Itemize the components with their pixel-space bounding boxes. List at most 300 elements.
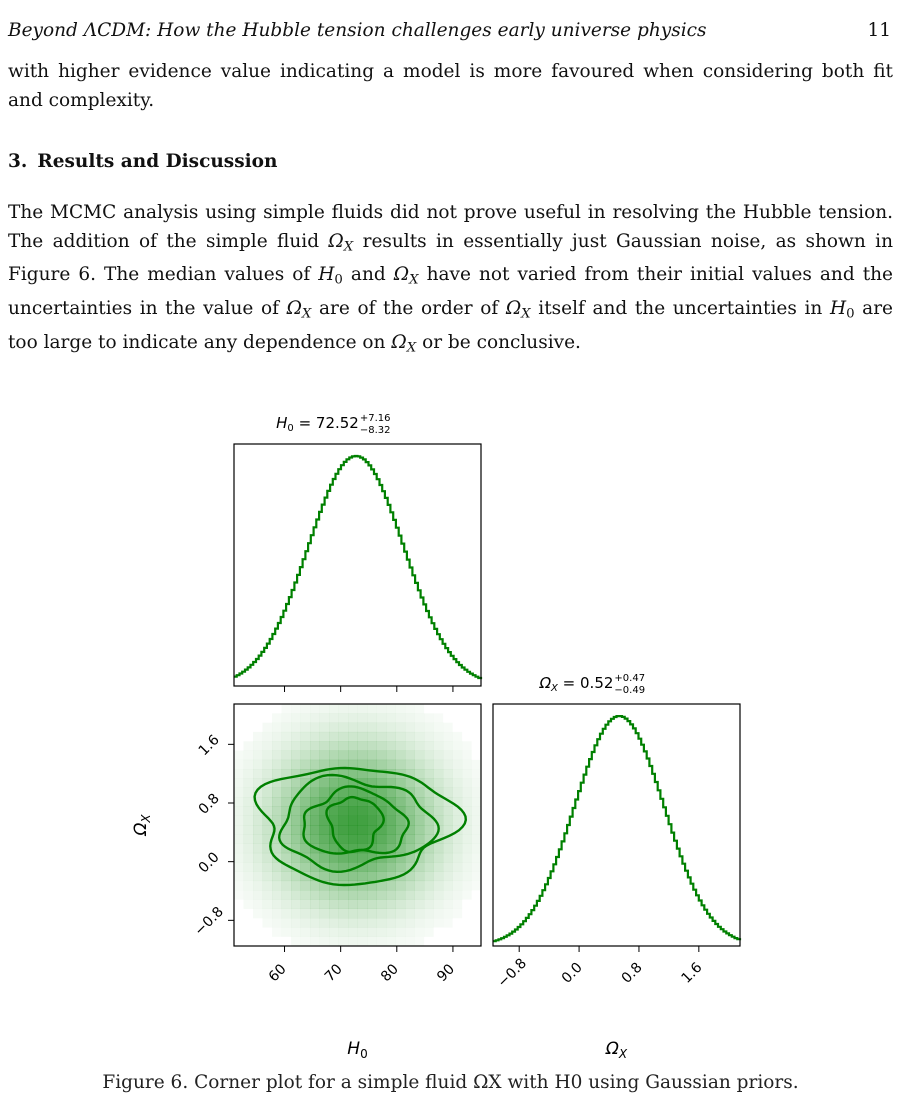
- joint-bin: [329, 704, 339, 714]
- joint-bin: [234, 862, 244, 872]
- joint-bin: [244, 844, 254, 854]
- joint-bin: [358, 704, 368, 714]
- joint-bin: [291, 834, 301, 844]
- joint-bin: [339, 825, 349, 835]
- joint-bin: [282, 741, 292, 751]
- joint-bin: [339, 918, 349, 928]
- joint-bin: [348, 723, 358, 733]
- joint-bin: [472, 806, 482, 816]
- text-run: The MCMC analysis using simple fluids did not prove useful in resolving the Hubble tension. The addition of the simple fluid: [8, 202, 893, 252]
- joint-bin: [386, 909, 396, 919]
- joint-bin: [244, 862, 254, 872]
- joint-bin: [396, 937, 406, 947]
- joint-bin: [377, 862, 387, 872]
- joint-bin: [301, 704, 311, 714]
- joint-bin: [291, 918, 301, 928]
- joint-bin: [405, 937, 415, 947]
- joint-bin: [291, 760, 301, 770]
- joint-bin: [244, 872, 254, 882]
- joint-bin: [396, 797, 406, 807]
- joint-bin: [282, 713, 292, 723]
- joint-bin: [453, 853, 463, 863]
- omega-x-tick-label: −0.8: [494, 955, 531, 991]
- joint-bin: [358, 890, 368, 900]
- joint-bin: [443, 890, 453, 900]
- joint-bin: [453, 816, 463, 826]
- joint-bin: [301, 927, 311, 937]
- joint-bin: [434, 872, 444, 882]
- joint-bin: [310, 788, 320, 798]
- joint-bin: [339, 741, 349, 751]
- joint-bin: [320, 853, 330, 863]
- joint-bin: [472, 769, 482, 779]
- omega-symbol: $\Omega_X$: [328, 230, 354, 254]
- joint-bin: [386, 825, 396, 835]
- joint-bin: [244, 834, 254, 844]
- joint-bin: [358, 853, 368, 863]
- joint-bin: [424, 853, 434, 863]
- text-run: itself and the uncertainties in: [530, 298, 830, 320]
- joint-bin: [320, 732, 330, 742]
- joint-bin: [443, 909, 453, 919]
- joint-bin: [396, 890, 406, 900]
- figure-caption: Figure 6. Corner plot for a simple fluid ΩX with H0 using Gaussian priors.: [102, 1072, 799, 1093]
- joint-bin: [329, 741, 339, 751]
- joint-bin: [348, 937, 358, 947]
- joint-bin: [272, 797, 282, 807]
- joint-bin: [358, 723, 368, 733]
- joint-bin: [348, 853, 358, 863]
- joint-bin: [415, 937, 425, 947]
- joint-bin: [234, 797, 244, 807]
- joint-bin: [424, 909, 434, 919]
- joint-bin: [396, 927, 406, 937]
- section-heading: [8, 151, 277, 172]
- joint-bin: [462, 760, 472, 770]
- joint-bin: [310, 704, 320, 714]
- joint-bin: [453, 881, 463, 891]
- joint-bin: [244, 816, 254, 826]
- joint-bin: [310, 890, 320, 900]
- joint-bin: [358, 918, 368, 928]
- joint-bin: [253, 862, 263, 872]
- joint-bin: [396, 741, 406, 751]
- joint-bin: [443, 751, 453, 761]
- joint-bin: [348, 899, 358, 909]
- joint-bin: [386, 899, 396, 909]
- joint-bin: [367, 862, 377, 872]
- joint-bin: [244, 769, 254, 779]
- text-run: or be conclusive.: [416, 331, 581, 353]
- joint-bin: [301, 909, 311, 919]
- omega-x-tick-label: 1.6: [678, 959, 706, 987]
- joint-bin: [377, 760, 387, 770]
- joint-bin: [244, 890, 254, 900]
- joint-bin: [405, 778, 415, 788]
- joint-bin: [367, 872, 377, 882]
- joint-bin: [396, 816, 406, 826]
- joint-bin: [234, 890, 244, 900]
- joint-bin: [310, 881, 320, 891]
- joint-bin: [443, 825, 453, 835]
- joint-bin: [282, 872, 292, 882]
- joint-bin: [405, 760, 415, 770]
- joint-bin: [291, 927, 301, 937]
- joint-bin: [386, 751, 396, 761]
- joint-bin: [339, 909, 349, 919]
- joint-bin: [282, 760, 292, 770]
- joint-bin: [434, 760, 444, 770]
- joint-bin: [282, 899, 292, 909]
- joint-bin: [358, 713, 368, 723]
- joint-bin: [434, 881, 444, 891]
- joint-bin: [348, 834, 358, 844]
- joint-bin: [348, 732, 358, 742]
- h0-x-tick-label: 70: [321, 961, 346, 986]
- joint-bin: [472, 788, 482, 798]
- joint-bin: [348, 788, 358, 798]
- joint-bin: [348, 825, 358, 835]
- joint-bin: [367, 713, 377, 723]
- joint-bin: [253, 825, 263, 835]
- joint-bin: [263, 769, 273, 779]
- joint-bin: [443, 741, 453, 751]
- joint-bin: [358, 834, 368, 844]
- joint-bin: [244, 760, 254, 770]
- joint-bin: [282, 723, 292, 733]
- joint-bin: [462, 788, 472, 798]
- omega-title: $\Omega_X = 0.52$: [539, 674, 614, 694]
- joint-bin: [396, 899, 406, 909]
- joint-bin: [434, 778, 444, 788]
- joint-bin: [358, 825, 368, 835]
- joint-bin: [434, 713, 444, 723]
- joint-bin: [272, 760, 282, 770]
- joint-bin: [358, 741, 368, 751]
- joint-bin: [443, 872, 453, 882]
- joint-bin: [320, 909, 330, 919]
- section-number: 3.: [8, 151, 28, 172]
- joint-bin: [263, 797, 273, 807]
- joint-bin: [472, 825, 482, 835]
- joint-bin: [434, 890, 444, 900]
- joint-bin: [377, 751, 387, 761]
- joint-bin: [405, 918, 415, 928]
- joint-bin: [282, 918, 292, 928]
- joint-bin: [405, 732, 415, 742]
- joint-bin: [434, 751, 444, 761]
- joint-bin: [405, 834, 415, 844]
- joint-bin: [443, 862, 453, 872]
- joint-bin: [367, 918, 377, 928]
- joint-bin: [301, 751, 311, 761]
- joint-bin: [367, 741, 377, 751]
- joint-bin: [434, 741, 444, 751]
- joint-bin: [472, 881, 482, 891]
- joint-bin: [462, 834, 472, 844]
- joint-bin: [310, 816, 320, 826]
- joint-bin: [424, 760, 434, 770]
- joint-bin: [386, 760, 396, 770]
- joint-bin: [263, 872, 273, 882]
- joint-bin: [424, 797, 434, 807]
- joint-bin: [367, 732, 377, 742]
- joint-bin: [453, 899, 463, 909]
- joint-bin: [415, 899, 425, 909]
- joint-bin: [320, 778, 330, 788]
- joint-bin: [320, 788, 330, 798]
- joint-bin: [415, 741, 425, 751]
- joint-bin: [415, 918, 425, 928]
- joint-bin: [443, 769, 453, 779]
- joint-bin: [301, 732, 311, 742]
- joint-bin: [367, 890, 377, 900]
- joint-bin: [453, 909, 463, 919]
- joint-bin: [263, 862, 273, 872]
- joint-bin: [348, 890, 358, 900]
- joint-bin: [320, 890, 330, 900]
- page-number: 11: [867, 20, 891, 41]
- joint-bin: [415, 927, 425, 937]
- joint-bin: [443, 788, 453, 798]
- joint-bin: [377, 890, 387, 900]
- joint-bin: [377, 704, 387, 714]
- joint-bin: [253, 816, 263, 826]
- joint-bin: [244, 788, 254, 798]
- joint-bin: [263, 741, 273, 751]
- joint-bin: [405, 881, 415, 891]
- joint-bin: [301, 797, 311, 807]
- joint-bin: [272, 732, 282, 742]
- joint-bin: [472, 862, 482, 872]
- joint-bin: [462, 769, 472, 779]
- joint-bin: [320, 760, 330, 770]
- joint-bin: [263, 890, 273, 900]
- joint-bin: [339, 872, 349, 882]
- joint-bin: [415, 769, 425, 779]
- joint-bin: [320, 723, 330, 733]
- joint-bin: [396, 751, 406, 761]
- joint-bin: [348, 872, 358, 882]
- omega-x-axis-label: $\Omega_X$: [605, 1039, 628, 1061]
- joint-bin: [405, 909, 415, 919]
- joint-bin: [339, 927, 349, 937]
- joint-bin: [339, 937, 349, 947]
- joint-bin: [424, 872, 434, 882]
- joint-bin: [329, 806, 339, 816]
- joint-bin: [272, 918, 282, 928]
- joint-bin: [320, 927, 330, 937]
- joint-bin: [234, 806, 244, 816]
- joint-bin: [320, 937, 330, 947]
- joint-bin: [443, 844, 453, 854]
- joint-bin: [386, 927, 396, 937]
- joint-bin: [301, 890, 311, 900]
- joint-bin: [377, 732, 387, 742]
- joint-bin: [234, 834, 244, 844]
- joint-bin: [244, 797, 254, 807]
- joint-bin: [462, 890, 472, 900]
- joint-bin: [415, 834, 425, 844]
- joint-bin: [443, 881, 453, 891]
- joint-bin: [396, 704, 406, 714]
- joint-bin: [310, 760, 320, 770]
- running-title: Beyond ΛCDM: How the Hubble tension challenges early universe physics: [8, 20, 707, 41]
- joint-bin: [291, 732, 301, 742]
- joint-bin: [415, 713, 425, 723]
- h0-title: $H_0 = 72.52$: [276, 414, 359, 434]
- joint-bin: [396, 760, 406, 770]
- joint-bin: [462, 797, 472, 807]
- joint-bin: [367, 899, 377, 909]
- joint-bin: [453, 788, 463, 798]
- text-run: have not varied from their initial values and the uncertainties in the value of: [8, 264, 893, 320]
- joint-bin: [443, 899, 453, 909]
- joint-bin: [367, 723, 377, 733]
- joint-bin: [472, 844, 482, 854]
- joint-bin: [415, 760, 425, 770]
- joint-bin: [424, 732, 434, 742]
- joint-bin: [291, 909, 301, 919]
- joint-bin: [234, 881, 244, 891]
- joint-bin: [253, 834, 263, 844]
- joint-bin: [301, 723, 311, 733]
- joint-bin: [272, 872, 282, 882]
- joint-bin: [244, 853, 254, 863]
- joint-bin: [253, 760, 263, 770]
- joint-bin: [348, 927, 358, 937]
- joint-bin: [443, 760, 453, 770]
- joint-bin: [367, 760, 377, 770]
- joint-bin: [472, 778, 482, 788]
- joint-bin: [253, 853, 263, 863]
- joint-bin: [386, 918, 396, 928]
- joint-bin: [386, 937, 396, 947]
- joint-bin: [415, 825, 425, 835]
- joint-bin: [272, 844, 282, 854]
- joint-bin: [234, 778, 244, 788]
- joint-bin: [377, 723, 387, 733]
- omega-title-err-plus: +0.47: [614, 673, 646, 684]
- joint-bin: [291, 890, 301, 900]
- joint-bin: [234, 825, 244, 835]
- joint-bin: [396, 723, 406, 733]
- joint-bin: [472, 816, 482, 826]
- joint-bin: [272, 723, 282, 733]
- joint-bin: [367, 806, 377, 816]
- joint-bin: [386, 704, 396, 714]
- joint-bin: [310, 741, 320, 751]
- joint-bin: [272, 890, 282, 900]
- joint-bin: [405, 704, 415, 714]
- joint-bin: [272, 899, 282, 909]
- joint-bin: [453, 778, 463, 788]
- text-run: and: [342, 264, 394, 286]
- joint-bin: [320, 751, 330, 761]
- joint-bin: [377, 834, 387, 844]
- joint-bin: [472, 853, 482, 863]
- joint-bin: [282, 890, 292, 900]
- joint-bin: [301, 862, 311, 872]
- joint-bin: [253, 881, 263, 891]
- joint-bin: [405, 806, 415, 816]
- joint-bin: [291, 723, 301, 733]
- joint-bin: [386, 816, 396, 826]
- joint-bin: [291, 704, 301, 714]
- joint-bin: [358, 806, 368, 816]
- omega-title-err-minus: −0.49: [614, 685, 646, 696]
- joint-bin: [386, 881, 396, 891]
- joint-bin: [386, 713, 396, 723]
- joint-bin: [434, 806, 444, 816]
- joint-bin: [320, 704, 330, 714]
- joint-bin: [291, 881, 301, 891]
- joint-bin: [310, 751, 320, 761]
- joint-bin: [348, 909, 358, 919]
- joint-bin: [358, 927, 368, 937]
- joint-bin: [358, 937, 368, 947]
- joint-bin: [310, 723, 320, 733]
- joint-bin: [348, 918, 358, 928]
- joint-bin: [301, 899, 311, 909]
- joint-bin: [339, 816, 349, 826]
- joint-bin: [462, 741, 472, 751]
- joint-bin: [415, 723, 425, 733]
- joint-bin: [310, 909, 320, 919]
- joint-bin: [339, 723, 349, 733]
- joint-bin: [434, 723, 444, 733]
- joint-bin: [358, 816, 368, 826]
- joint-bin: [453, 769, 463, 779]
- joint-bin: [320, 834, 330, 844]
- joint-bin: [339, 704, 349, 714]
- joint-bin: [263, 881, 273, 891]
- joint-bin: [244, 825, 254, 835]
- joint-bin: [329, 890, 339, 900]
- joint-bin: [282, 834, 292, 844]
- joint-bin: [434, 844, 444, 854]
- joint-bin: [348, 751, 358, 761]
- joint-bin: [424, 825, 434, 835]
- joint-bin: [329, 723, 339, 733]
- joint-bin: [424, 723, 434, 733]
- joint-bin: [234, 816, 244, 826]
- joint-bin: [263, 853, 273, 863]
- joint-bin: [244, 741, 254, 751]
- joint-bin: [244, 806, 254, 816]
- joint-bin: [386, 862, 396, 872]
- joint-bin: [253, 890, 263, 900]
- h0-symbol: $H_0$: [829, 298, 855, 322]
- joint-bin: [472, 797, 482, 807]
- joint-bin: [453, 862, 463, 872]
- joint-bin: [386, 890, 396, 900]
- omega-symbol: $\Omega_X$: [286, 298, 312, 322]
- joint-bin: [358, 732, 368, 742]
- joint-bin: [244, 881, 254, 891]
- joint-bin: [415, 704, 425, 714]
- joint-bin: [291, 741, 301, 751]
- joint-bin: [358, 872, 368, 882]
- h0-symbol: $H_0$: [318, 264, 343, 288]
- omega-y-tick-label: 0.0: [195, 849, 223, 877]
- joint-bin: [310, 927, 320, 937]
- joint-bin: [272, 741, 282, 751]
- h0-x-tick-label: 60: [265, 961, 290, 986]
- joint-bin: [272, 769, 282, 779]
- joint-bin: [396, 881, 406, 891]
- joint-bin: [453, 890, 463, 900]
